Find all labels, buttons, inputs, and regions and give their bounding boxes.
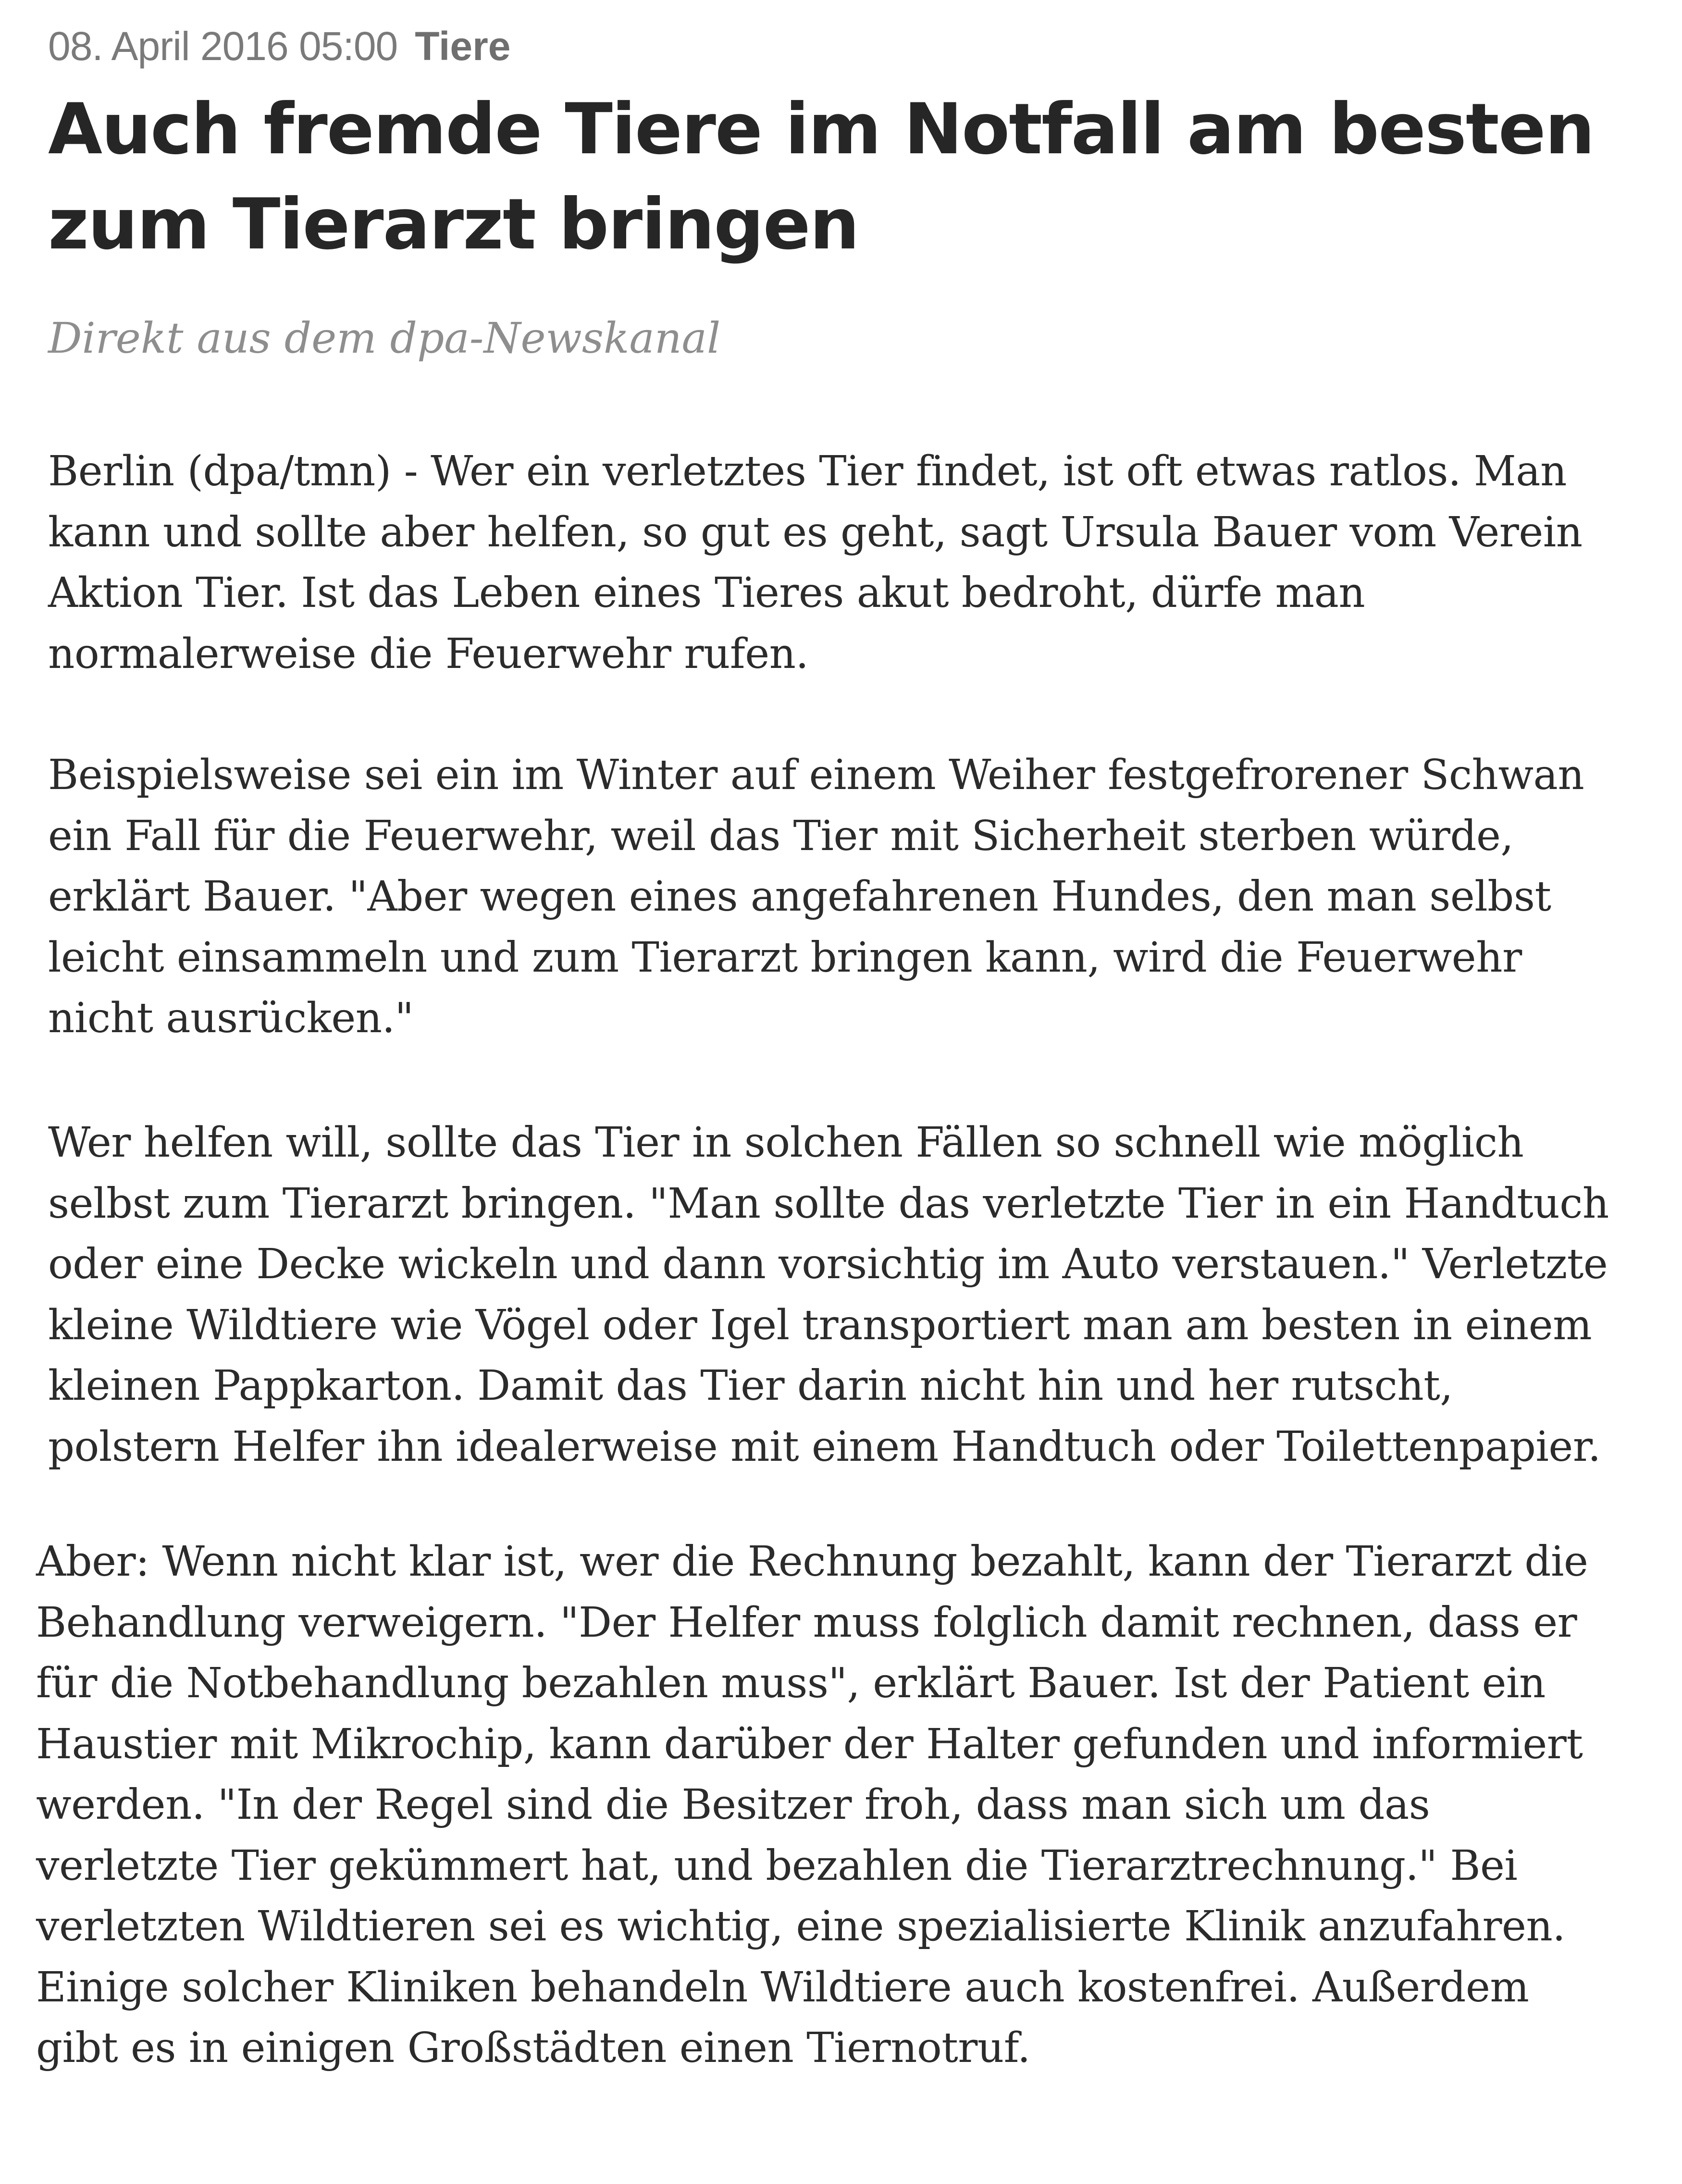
article-paragraph: Aber: Wenn nicht klar ist, wer die Rechnung bezahlt, kann der Tierarzt die Behandlung verweigern. "Der Helfer muss folglich damit rechnen, dass er für die Notbehandlung bezahlen muss", erklärt Bauer. Ist der Patient ein Haustier mit Mikrochip, kann darüber der Halter gefunden und informiert werden. "In der Regel sind die Besitzer froh, dass man sich um das verletzte Tier gekümmert hat, und bezahlen die Tierarztrechnung." Bei verletzten Wildtieren sei es wichtig, eine spezialisierte Klinik anzufahren. Einige solcher Kliniken behandeln Wildtiere auch kostenfrei. Außerdem gibt es in einigen Großstädten einen Tiernotruf.: [36, 1538, 1588, 2072]
article-paragraph: Berlin (dpa/tmn) - Wer ein verletztes Tier findet, ist oft etwas ratlos. Man kann und sollte aber helfen, so gut es geht, sagt Ursula Bauer vom Verein Aktion Tier. Ist das Leben eines Tieres akut bedroht, dürfe man normalerweise die Feuerwehr rufen.: [48, 447, 1583, 678]
publish-date: 08. April 2016 05:00: [48, 24, 398, 69]
source-note: Direkt aus dem dpa-Newskanal: [48, 313, 721, 363]
article-paragraph: Beispielsweise sei ein im Winter auf einem Weiher festgefrorener Schwan ein Fall für die Feuerwehr, weil das Tier mit Sicherheit sterben würde, erklärt Bauer. "Aber wegen eines angefahrenen Hundes, den man selbst leicht einsammeln und zum Tierarzt bringen kann, wird die Feuerwehr nicht ausrücken.": [48, 751, 1584, 1042]
article-paragraph: Wer helfen will, sollte das Tier in solchen Fällen so schnell wie möglich selbst zum Tierarzt bringen. "Man sollte das verletzte Tier in ein Handtuch oder eine Decke wickeln und dann vorsichtig im Auto verstauen." Verletzte kleine Wildtiere wie Vögel oder Igel transportiert man am besten in einem kleinen Pappkarton. Damit das Tier darin nicht hin und her rutscht, polstern Helfer ihn idealerweise mit einem Handtuch oder Toilettenpapier.: [48, 1119, 1609, 1471]
article-meta: [48, 23, 511, 70]
article-headline: Auch fremde Tiere im Notfall am besten zum Tierarzt bringen: [48, 88, 1594, 265]
category-link[interactable]: Tiere: [415, 24, 511, 69]
